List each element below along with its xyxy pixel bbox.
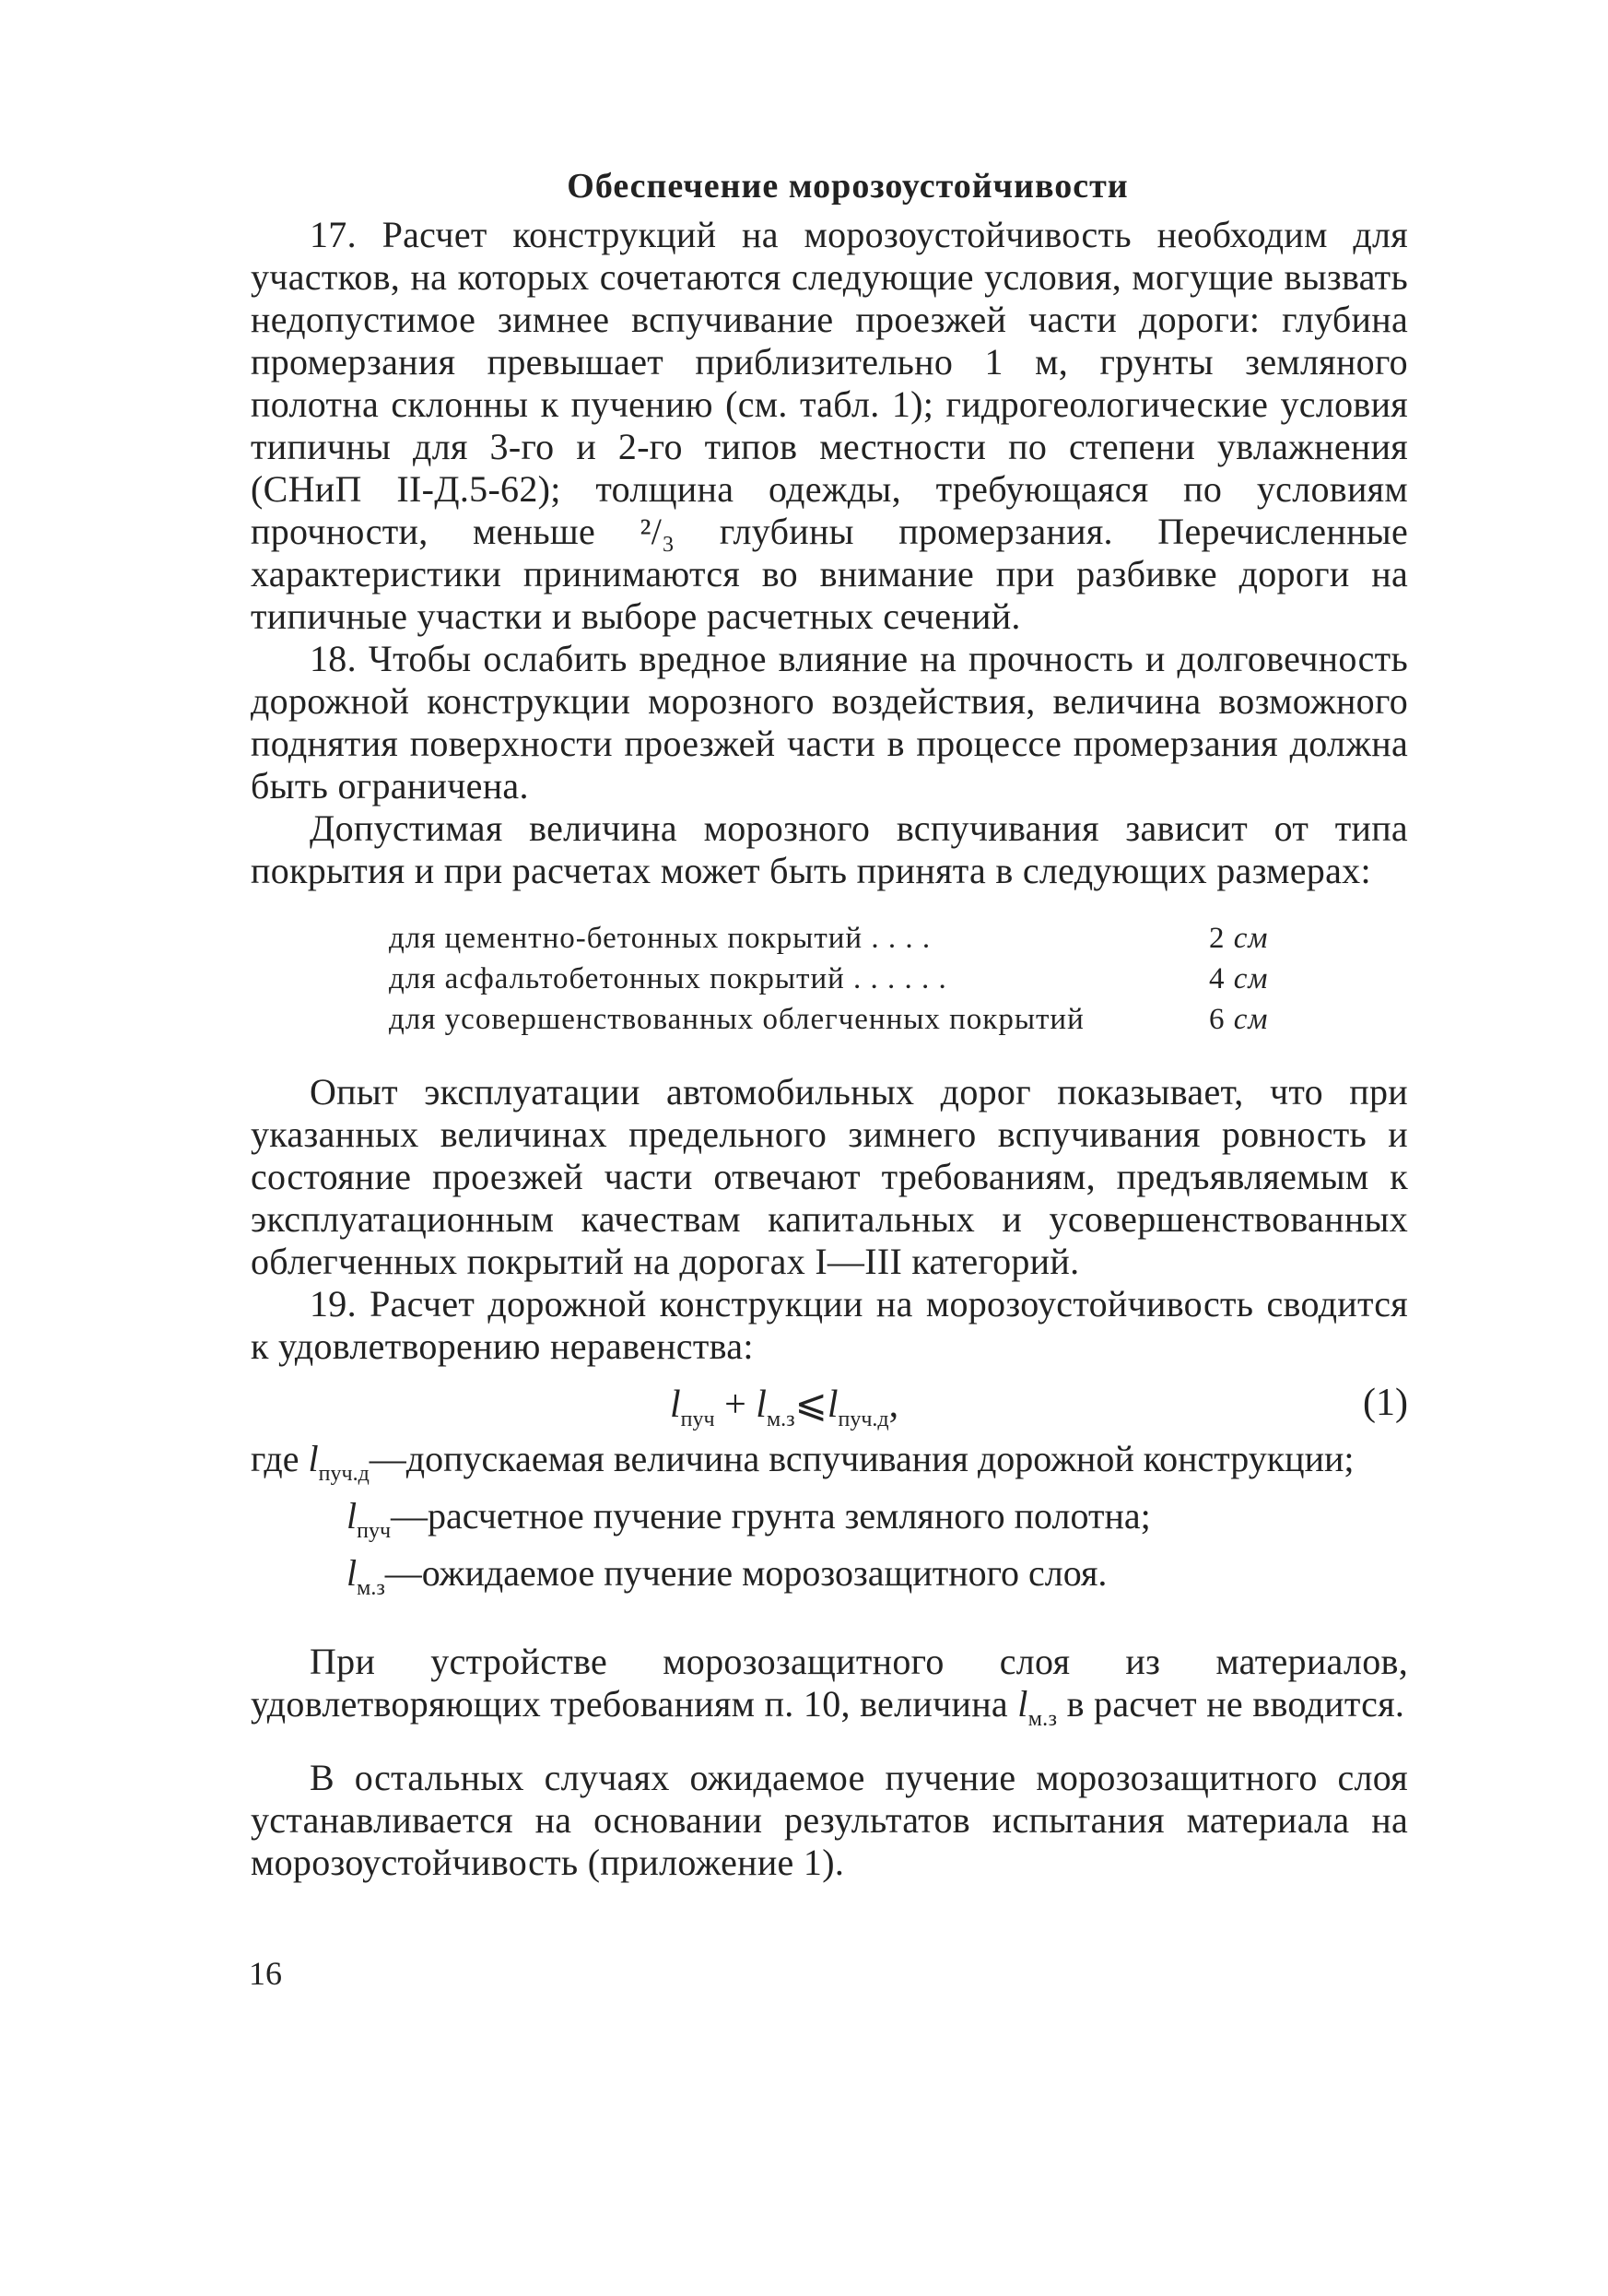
paragraph-18: 18. Чтобы ослабить вредное влияние на прочность и долговечность дорожной конструкции морозного воздействия, величина возможного поднятия поверхности проезжей части в процессе промерзания должна быть ограничена. bbox=[251, 638, 1408, 807]
definition-l-mz: $l_{м.з}$ —ожидаемое пучение морозозащитного слоя. bbox=[346, 1552, 1108, 1600]
formula-1 bbox=[251, 1377, 1408, 1434]
norm-label: для цементно-бетонных покрытий . . . . bbox=[389, 922, 932, 955]
paragraph-19-protective-layer: При устройстве морозозащитного слоя из материалов, удовлетворяющих требованиям п. 10, величина $l_{м.з}$ в расчет не вводится. bbox=[251, 1641, 1408, 1731]
formula-expression: $l_{пуч}$ + $l_{м.з}⩽l_{пуч.д}$, bbox=[670, 1383, 899, 1431]
norm-value: 6 см bbox=[1209, 1003, 1269, 1036]
definition-l-pych: $l_{пуч}$ —расчетное пучение грунта земляного полотна; bbox=[346, 1495, 1151, 1543]
norm-label: для асфальтобетонных покрытий . . . . . . bbox=[389, 962, 947, 995]
paragraph-19-other-cases: В остальных случаях ожидаемое пучение морозозащитного слоя устанавливается на основании результатов испытания материала на морозоустойчивость (приложение 1). bbox=[251, 1757, 1408, 1883]
norms-list bbox=[389, 918, 1310, 1040]
section-heading: Обеспечение морозоустойчивости bbox=[567, 167, 1129, 206]
formula-number: (1) bbox=[1363, 1382, 1408, 1424]
paragraph-19: 19. Расчет дорожной конструкции на морозоустойчивость сводится к удовлетворению неравенства: bbox=[251, 1283, 1408, 1367]
norm-row-improved-lightweight bbox=[389, 999, 1310, 1040]
norm-label: для усовершенствованных облегченных покрытий bbox=[389, 1003, 1085, 1036]
page-content bbox=[251, 166, 1408, 1884]
norm-row-asphalt-concrete bbox=[389, 959, 1310, 999]
paragraph-17: 17. Расчет конструкций на морозоустойчивость необходим для участков, на которых сочетаются следующие условия, могущие вызвать недопустимое зимнее вспучивание проезжей части дороги: глубина промерзания превышает приблизительно 1 м, грунты земляного полотна склонны к пучению (см. табл. 1); гидрогеологические условия типичны для 3-го и 2-го типов местности по степени увлажнения (СНиП II-Д.5-62); толщина одежды, требующаяся по условиям прочности, меньше ²/₃ глубины промерзания. Перечисленные характеристики принимаются во внимание при разбивке дороги на типичные участки и выборе расчетных сечений. bbox=[251, 214, 1408, 637]
paragraph-18-experience: Опыт эксплуатации автомобильных дорог показывает, что при указанных величинах предельного зимнего вспучивания ровность и состояние проезжей части отвечают требованиям, предъявляемым к эксплуатационным качествам капитальных и усовершенствованных облегченных покрытий на дорогах I—III категорий. bbox=[251, 1071, 1408, 1282]
formula-definitions bbox=[251, 1438, 1408, 1609]
norm-value: 2 см bbox=[1209, 922, 1269, 955]
paragraph-18-permissible: Допустимая величина морозного вспучивания зависит от типа покрытия и при расчетах может быть принята в следующих размерах: bbox=[251, 807, 1408, 891]
page-number: 16 bbox=[249, 1955, 282, 1992]
definition-l-pych-d: где $l_{пуч.д}$ —допускаемая величина вспучивания дорожной конструкции; bbox=[251, 1438, 1355, 1486]
norm-value: 4 см bbox=[1209, 962, 1269, 995]
norm-row-cement-concrete bbox=[389, 918, 1310, 959]
